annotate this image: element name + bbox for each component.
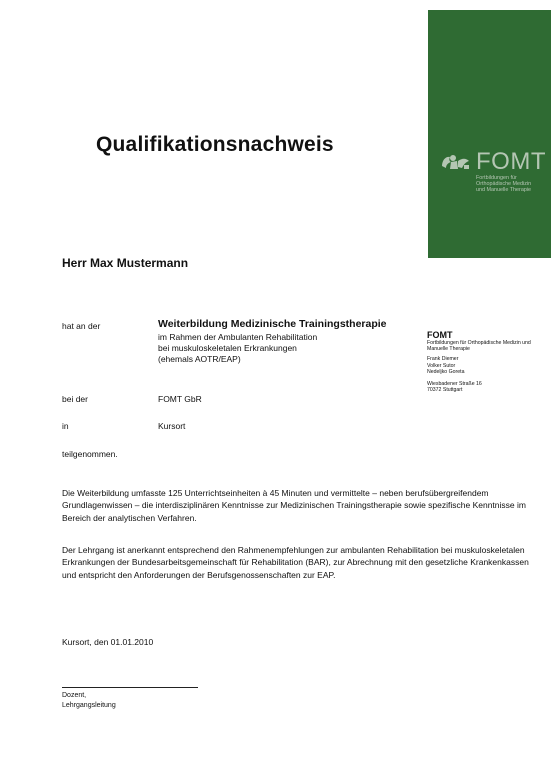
sidebar-subtitle: Fortbildungen für Orthopädische Medizin und Manuelle Therapie	[427, 340, 531, 353]
signature-line	[62, 687, 198, 688]
course-line: bei muskuloskeletalen Erkrankungen	[158, 343, 297, 353]
logo-subtitle-line: Orthopädische Medizin	[476, 181, 532, 187]
course-line: (ehemals AOTR/EAP)	[158, 354, 241, 364]
label-hat-an-der: hat an der	[62, 321, 101, 331]
signature-label-line: Lehrgangsleitung	[62, 702, 116, 709]
logo-subtitle-line: Fortbildungen für	[476, 175, 517, 181]
logo-wordmark: FOMT	[476, 148, 546, 175]
document-title: Qualifikationsnachweis	[96, 133, 334, 156]
sidebar-address-line: Wiesbadener Straße 16	[427, 381, 482, 388]
label-in: in	[62, 421, 69, 431]
course-block	[158, 318, 428, 365]
fomt-emblem-icon	[440, 152, 472, 172]
sidebar-address-line: 70372 Stuttgart	[427, 387, 463, 394]
sidebar-name: Volker Sutor	[427, 362, 456, 369]
course-title: Weiterbildung Medizinische Trainingstherapie	[158, 318, 387, 330]
sidebar-names	[427, 356, 552, 375]
place-and-date: Kursort, den 01.01.2010	[62, 637, 154, 647]
sidebar-title: FOMT	[427, 330, 453, 340]
signature-label-line: Dozent,	[62, 692, 87, 699]
paragraph-scope: Die Weiterbildung umfasste 125 Unterrichtseinheiten à 45 Minuten und vermittelte – neben berufsübergreifendem Grundlagenwissen – die interdisziplinären Kenntnisse zur Medizinischen Trainingstherapie sowie spezifische Kenntnisse im Bereich der analytischen Verfahren.	[62, 488, 526, 523]
organizer-name: FOMT GbR	[158, 394, 202, 404]
logo-subtitle-line: und Manuelle Therapie	[476, 187, 532, 193]
sidebar-address	[427, 381, 552, 393]
label-bei-der: bei der	[62, 394, 88, 404]
signature-label	[62, 691, 116, 711]
brand-band	[428, 10, 551, 258]
fomt-logo	[440, 150, 550, 174]
logo-subtitle	[476, 175, 551, 193]
sidebar-contact	[427, 330, 552, 393]
recipient-name: Herr Max Mustermann	[62, 256, 189, 270]
label-teilgenommen: teilgenommen.	[62, 449, 118, 459]
course-line: im Rahmen der Ambulanten Rehabilitation	[158, 332, 318, 342]
paragraph-recognition: Der Lehrgang ist anerkannt entsprechend den Rahmenempfehlungen zur ambulanten Rehabilitation bei muskuloskeletalen Erkrankungen der Bundesarbeitsgemeinschaft für Rehabilitation (BAR), zur Abrechnung mit den gesetzliche Krankenkassen und entspricht den Anforderungen der Berufsgenossenschaften zur EAP.	[62, 545, 529, 580]
sidebar-name: Nedeljko Goreta	[427, 368, 465, 375]
course-location: Kursort	[158, 421, 186, 431]
sidebar-name: Frank Diemer	[427, 356, 459, 363]
